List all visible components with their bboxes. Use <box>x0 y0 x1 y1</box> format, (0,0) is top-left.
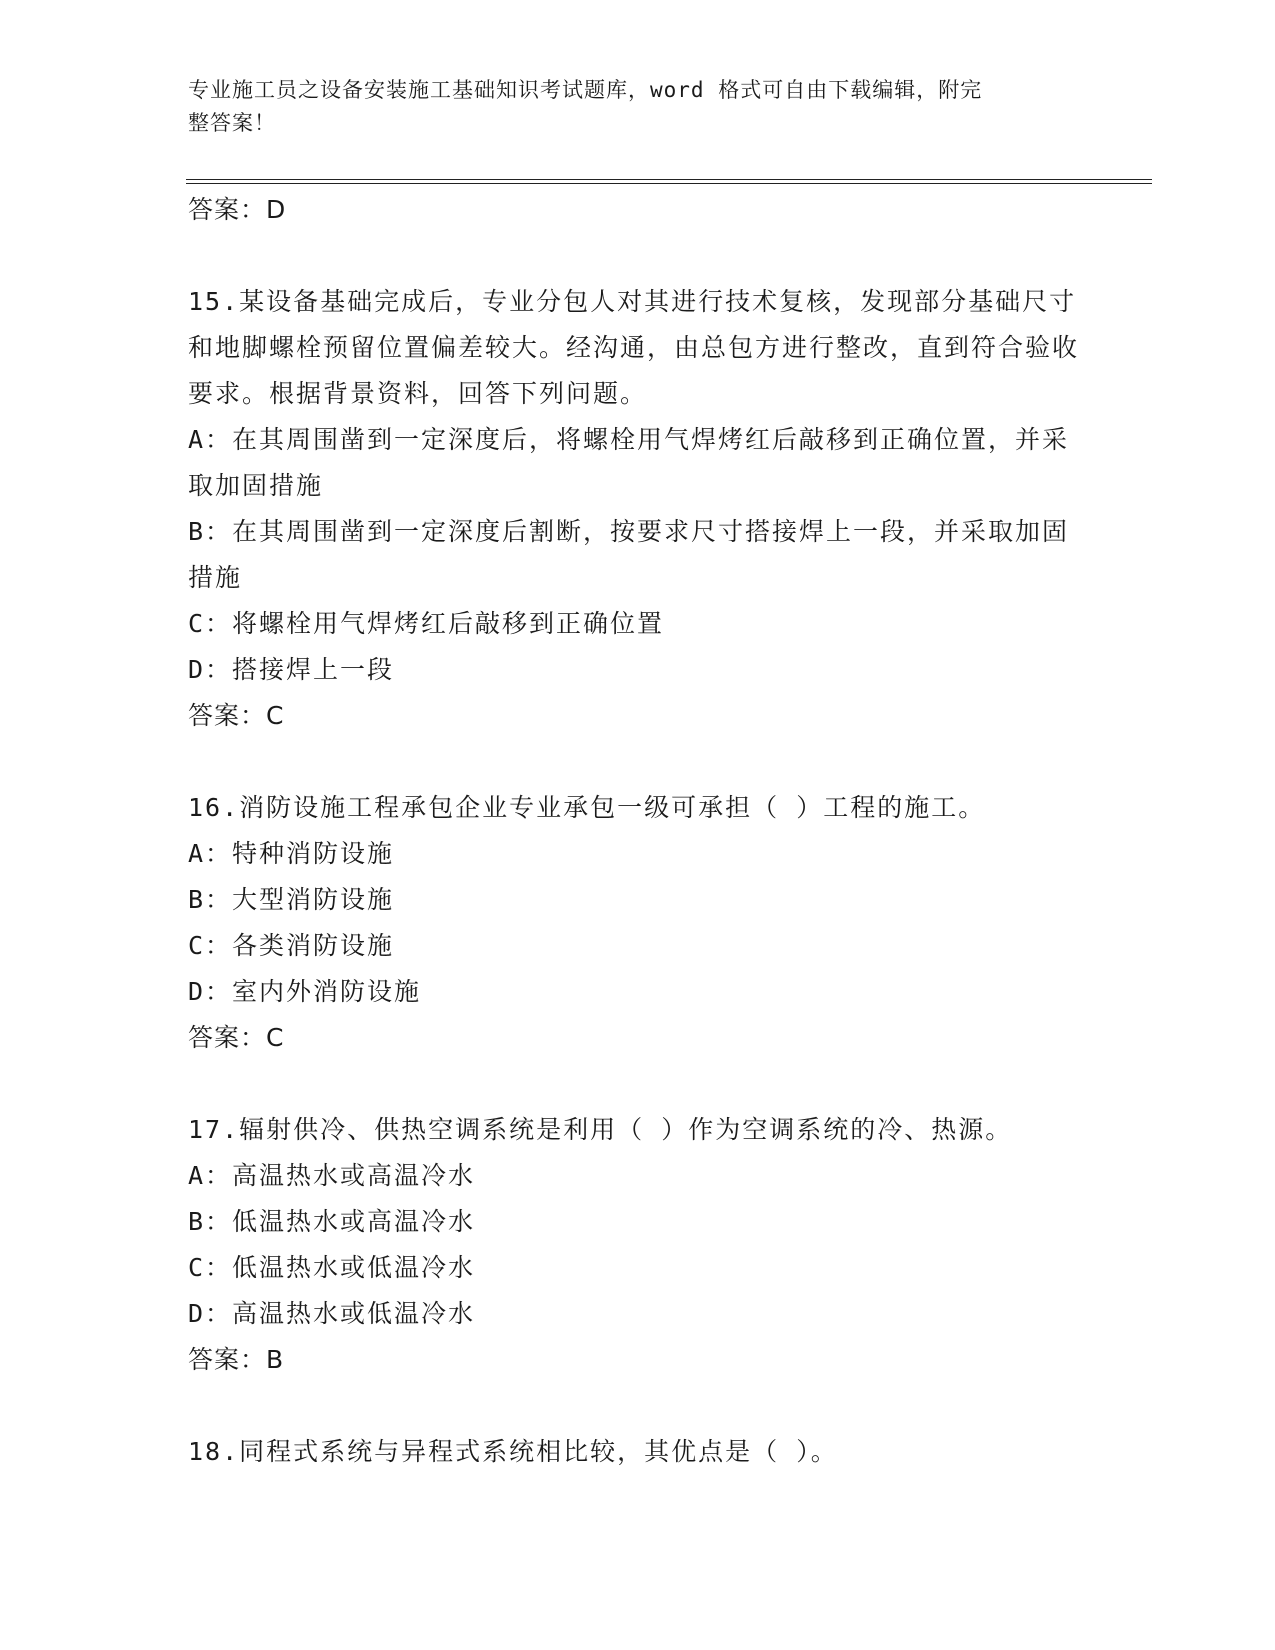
question-block <box>188 785 1088 1061</box>
spacer <box>188 739 1088 785</box>
header-line-1: 专业施工员之设备安装施工基础知识考试题库，word 格式可自由下载编辑，附完 <box>188 78 983 102</box>
answer-line: 答案：C <box>188 701 285 730</box>
option-d: D：室内外消防设施 <box>188 977 422 1006</box>
question-text: 18.同程式系统与异程式系统相比较，其优点是（ ）。 <box>188 1437 838 1466</box>
header-line-2: 整答案！ <box>188 111 276 135</box>
option-b: B：大型消防设施 <box>188 885 395 914</box>
option-d: D：高温热水或低温冷水 <box>188 1299 476 1328</box>
option-c: C：各类消防设施 <box>188 931 395 960</box>
option-d: D：搭接焊上一段 <box>188 655 395 684</box>
question-block <box>188 1107 1088 1383</box>
spacer <box>188 233 1088 279</box>
spacer <box>188 1383 1088 1429</box>
question-text: 17.辐射供冷、供热空调系统是利用（ ）作为空调系统的冷、热源。 <box>188 1115 1013 1144</box>
option-a: A：高温热水或高温冷水 <box>188 1161 476 1190</box>
option-a: A：特种消防设施 <box>188 839 395 868</box>
option-c: C：低温热水或低温冷水 <box>188 1253 476 1282</box>
answer-line: 答案：B <box>188 1345 285 1374</box>
question-block <box>188 1429 1088 1475</box>
answer-line: 答案：C <box>188 1023 285 1052</box>
option-b: B：在其周围凿到一定深度后割断，按要求尺寸搭接焊上一段，并采取加固措施 <box>188 517 1070 592</box>
header-rule-bottom <box>186 183 1152 184</box>
header-rule-top <box>186 179 1152 180</box>
option-c: C：将螺栓用气焊烤红后敲移到正确位置 <box>188 609 665 638</box>
question-text: 15.某设备基础完成后，专业分包人对其进行技术复核，发现部分基础尺寸和地脚螺栓预留位置偏差较大。经沟通，由总包方进行整改，直到符合验收要求。根据背景资料，回答下列问题。 <box>188 287 1080 408</box>
spacer <box>188 1061 1088 1107</box>
document-header <box>188 74 1068 140</box>
question-text: 16.消防设施工程承包企业专业承包一级可承担（ ）工程的施工。 <box>188 793 986 822</box>
document-body <box>188 187 1088 1475</box>
answer-line: 答案：D <box>188 195 287 224</box>
question-block <box>188 279 1088 739</box>
option-b: B：低温热水或高温冷水 <box>188 1207 476 1236</box>
option-a: A：在其周围凿到一定深度后，将螺栓用气焊烤红后敲移到正确位置，并采取加固措施 <box>188 425 1070 500</box>
